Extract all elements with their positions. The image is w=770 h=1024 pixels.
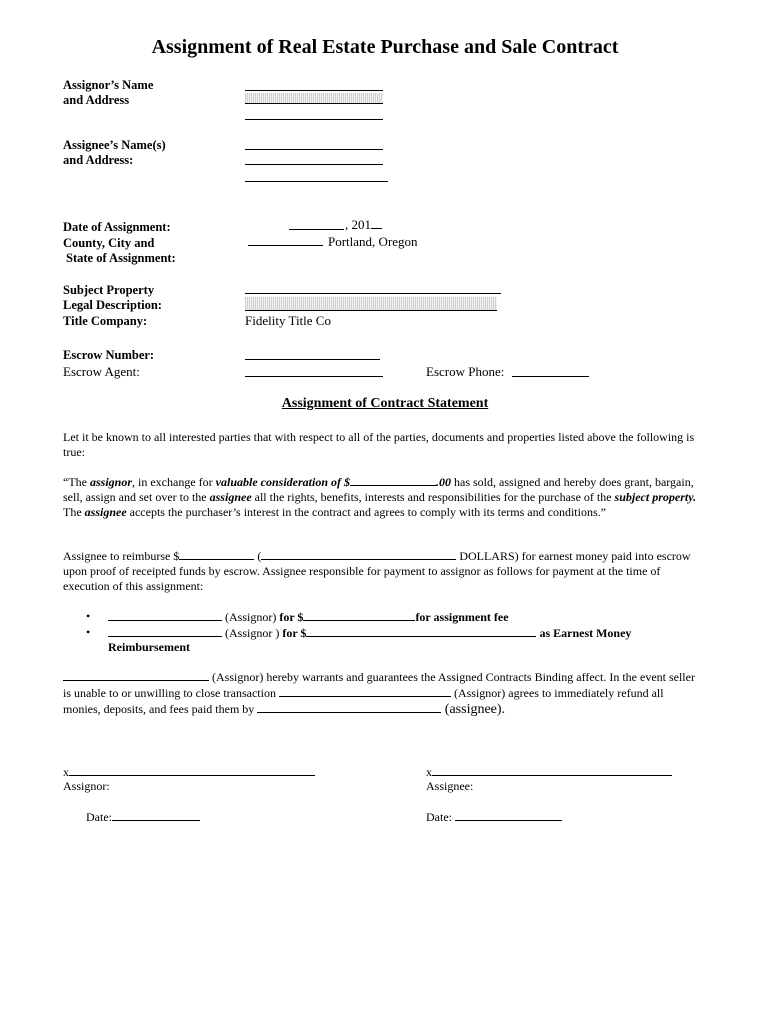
reimburse-paragraph: Assignee to reimburse $ ( DOLLARS) for earnest money paid into escrow upon proof of receipted funds by escrow. Assignee responsible for payment to assignor as follows for payment at the time of execution of this assignment: — [63, 549, 691, 593]
date-blank[interactable] — [289, 229, 344, 230]
warranty-paragraph: (Assignor) hereby warrants and guarantees the Assigned Contracts Binding affect. In the event seller is unable to or unwilling to close transaction (Assignor) agrees to immediately refund all monies, deposits, and fees paid them by (assignee). — [63, 670, 695, 717]
year-blank[interactable] — [371, 217, 382, 229]
bullet-2-continuation: Reimbursement — [108, 640, 190, 654]
escrow-number-line[interactable] — [245, 359, 380, 360]
bullet-earnest-money: (Assignor ) for $ as Earnest Money — [108, 625, 631, 641]
bullet-assignment-fee: (Assignor) for $ for assignment fee — [108, 609, 509, 625]
assignee-signature-label: Assignee: — [426, 779, 474, 793]
assignor-date[interactable]: Date: — [86, 809, 200, 825]
assignor-fee-blank[interactable] — [108, 609, 222, 621]
legal-description-line[interactable] — [245, 297, 497, 311]
city-value: Portland, Oregon — [328, 234, 418, 249]
assignor-signature-line[interactable] — [69, 764, 315, 776]
assignor-name-label: Assignor’s Name — [63, 78, 154, 92]
assignee-signature[interactable]: x — [426, 764, 672, 780]
reimburse-dollars-blank[interactable] — [261, 548, 456, 560]
earnest-money-blank[interactable] — [306, 625, 536, 637]
assignee-name-line-1[interactable] — [245, 149, 383, 150]
date-of-assignment-label: Date of Assignment: — [63, 220, 171, 234]
assignee-name-line-3[interactable] — [245, 181, 388, 182]
consideration-blank[interactable] — [350, 474, 436, 486]
escrow-agent-line[interactable] — [245, 376, 383, 377]
escrow-phone-line[interactable] — [512, 376, 589, 377]
assignor-signature[interactable]: x — [63, 764, 315, 780]
state-of-assignment-label: State of Assignment: — [66, 251, 176, 265]
assignor-name-line-2[interactable] — [245, 93, 383, 104]
bullet-2-glyph: • — [86, 625, 91, 639]
warranty-assignor-blank[interactable] — [63, 669, 209, 681]
escrow-agent-label: Escrow Agent: — [63, 364, 140, 379]
reimburse-amount-blank[interactable] — [179, 548, 254, 560]
assignee-date-line[interactable] — [455, 809, 562, 821]
assignee-address-label: and Address: — [63, 153, 134, 167]
assignor-signature-label: Assignor: — [63, 779, 110, 793]
subject-property-label: Subject Property — [63, 283, 155, 297]
assignee-name-label: Assignee’s Name(s) — [63, 138, 166, 152]
refund-assignee-blank[interactable] — [257, 701, 441, 713]
title-company-label: Title Company: — [63, 314, 148, 328]
assignment-fee-blank[interactable] — [303, 609, 415, 621]
document-title: Assignment of Real Estate Purchase and Sale Contract — [151, 36, 619, 58]
assignor-name-line-3[interactable] — [245, 119, 383, 120]
assignor-earnest-blank[interactable] — [108, 625, 222, 637]
transaction-blank[interactable] — [279, 685, 451, 697]
assignee-date[interactable]: Date: — [426, 809, 562, 825]
subject-property-line[interactable] — [245, 293, 501, 294]
bullet-1-glyph: • — [86, 609, 91, 623]
assignee-name-line-2[interactable] — [245, 164, 383, 165]
escrow-phone-label: Escrow Phone: — [426, 364, 505, 379]
escrow-number-label: Escrow Number: — [63, 348, 155, 362]
assignment-statement: “The assignor, in exchange for valuable consideration of $ .00 has sold, assigned and hereby does grant, bargain, sell, assign and set over to the assignee all the rights, benefits, interests and responsibilities for the purchase of the subject property. The assignee accepts the purchaser’s interest in the contract and agrees to comply with its terms and conditions.” — [63, 475, 697, 519]
section-heading: Assignment of Contract Statement — [281, 396, 489, 411]
assignee-signature-line[interactable] — [432, 764, 672, 776]
assignor-name-line-1[interactable] — [245, 90, 383, 91]
county-city-label: County, City and — [63, 236, 155, 250]
county-blank[interactable] — [248, 245, 323, 246]
assignor-address-label: and Address — [63, 93, 130, 107]
assignor-date-line[interactable] — [112, 809, 200, 821]
date-value: , 201 — [345, 217, 382, 232]
title-company-value: Fidelity Title Co — [245, 313, 331, 328]
legal-description-label: Legal Description: — [63, 298, 162, 312]
intro-paragraph: Let it be known to all interested parties that with respect to all of the parties, documents and properties listed above the following is true: — [63, 430, 695, 459]
